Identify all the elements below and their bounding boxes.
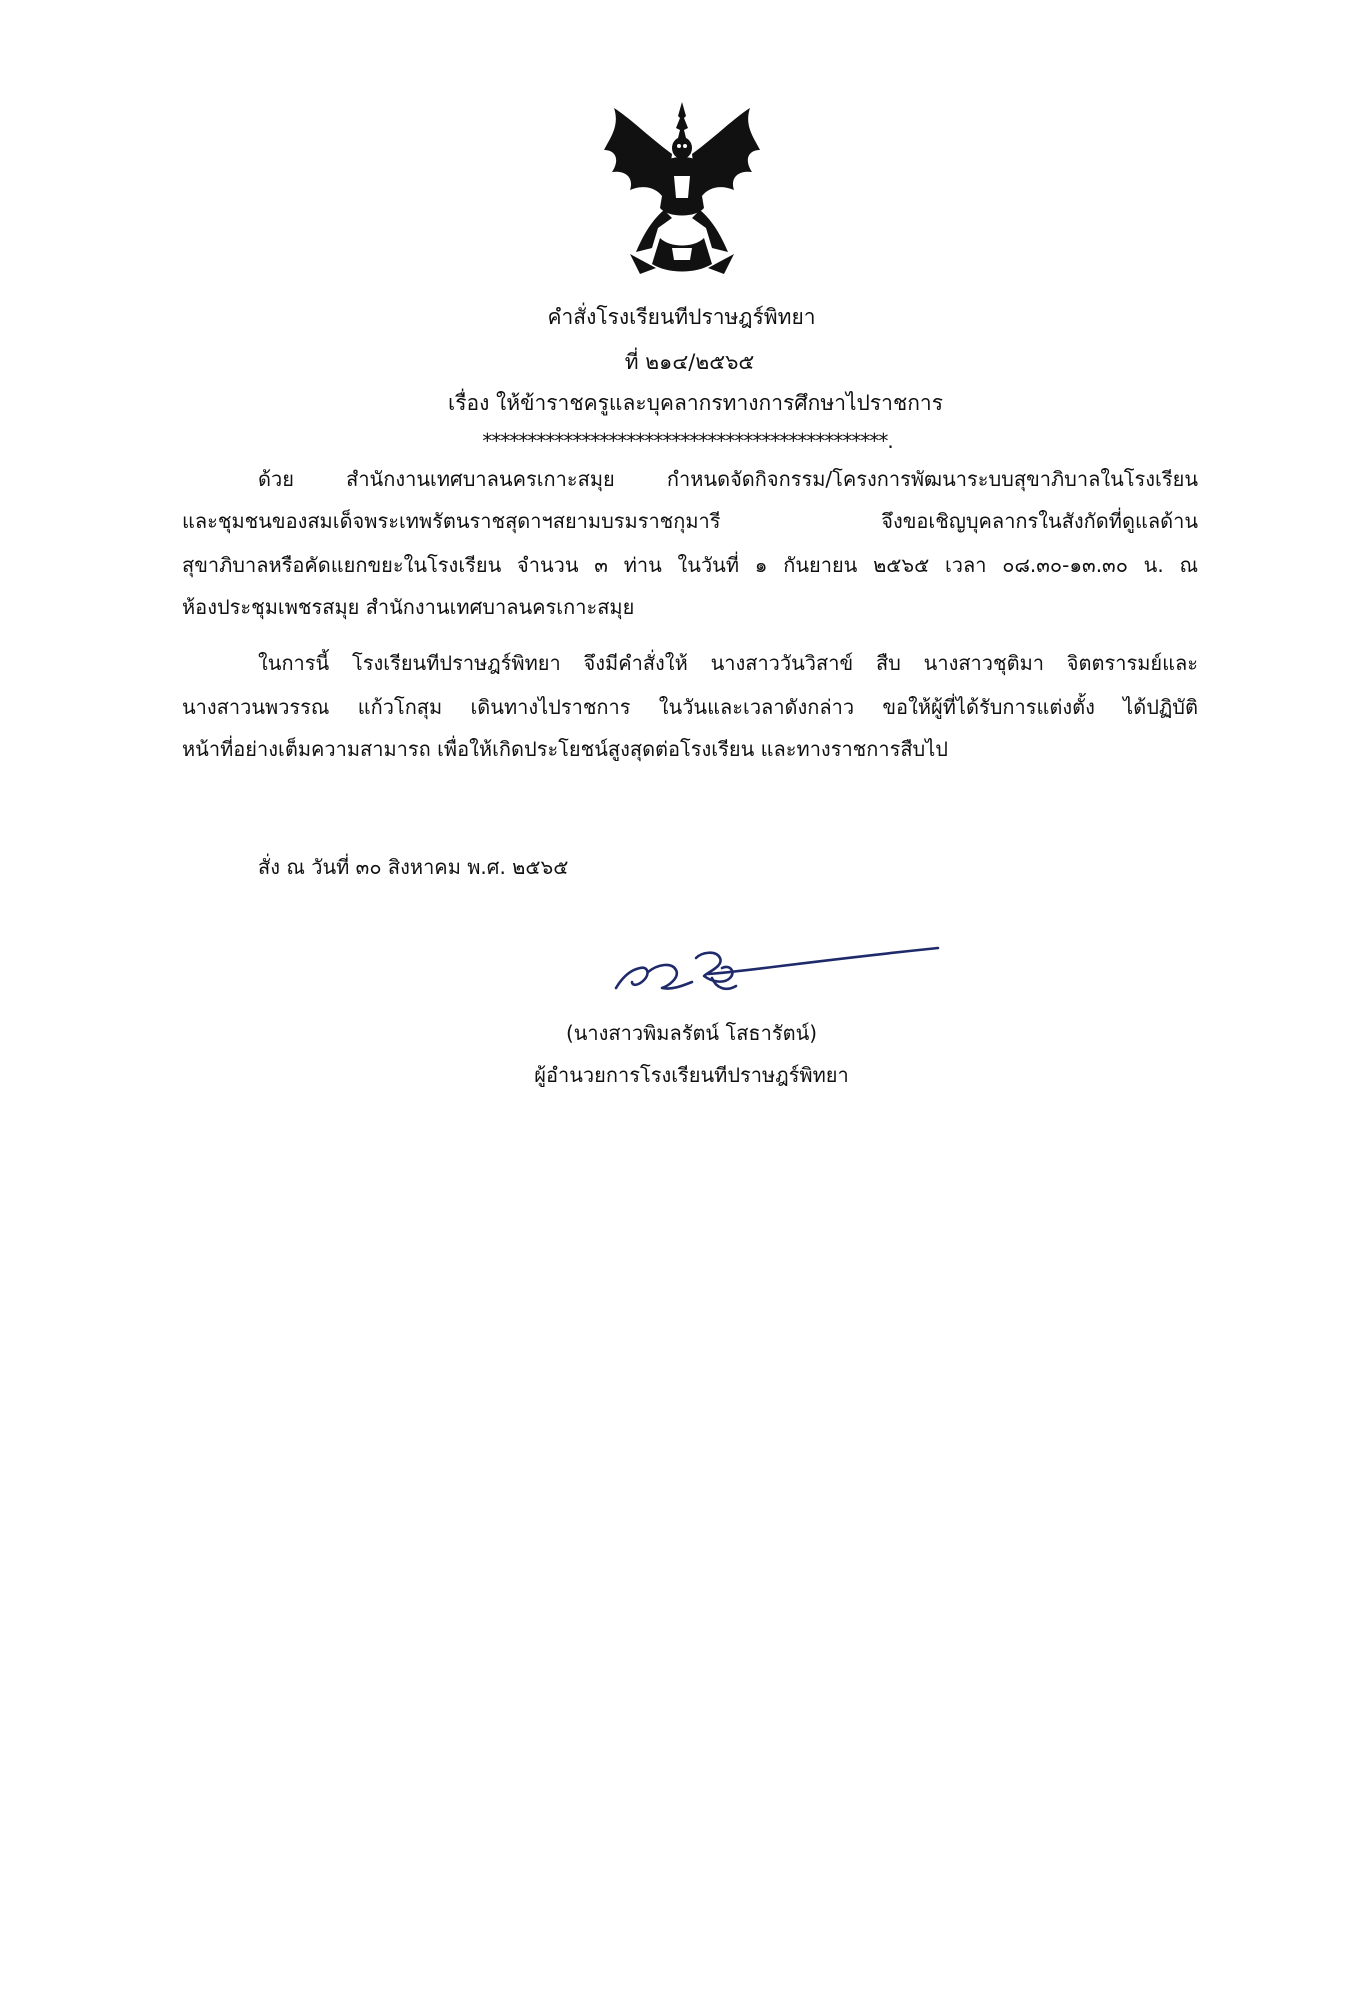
- paragraph2-line1: ในการนี้ โรงเรียนทีปราษฎร์พิทยา จึงมีคำสั่งให้ นางสาววันวิสาข์ สืบ นางสาวชุติมา จิตตรารมย์และ: [258, 651, 1198, 675]
- paragraph1-line3: สุขาภิบาลหรือคัดแยกขยะในโรงเรียน จำนวน ๓ ท่าน ในวันที่ ๑ กันยายน ๒๕๖๕ เวลา ๐๘.๓๐-๑๓.๓๐ น. ณ: [182, 553, 1198, 577]
- order-title: คำสั่งโรงเรียนทีปราษฎร์พิทยา: [547, 305, 816, 329]
- paragraph2-line3: หน้าที่อย่างเต็มความสามารถ เพื่อให้เกิดประโยชน์สูงสุดต่อโรงเรียน และทางราชการสืบไป: [182, 737, 948, 761]
- paragraph2-line2: นางสาวนพวรรณ แก้วโกสุม เดินทางไปราชการ ในวันและเวลาดังกล่าว ขอให้ผู้ที่ได้รับการแต่งตั้ง ได้ปฏิบัติ: [182, 695, 1198, 719]
- paragraph1-line2: และชุมชนของสมเด็จพระเทพรัตนราชสุดาฯสยามบรมราชกุมารี จึงขอเชิญบุคลากรในสังกัดที่ดูแลด้าน: [182, 509, 1198, 533]
- paragraph1-line4: ห้องประชุมเพชรสมุย สำนักงานเทศบาลนครเกาะสมุย: [182, 595, 635, 619]
- paragraph1-line1: ด้วย สำนักงานเทศบาลนครเกาะสมุย กำหนดจัดกิจกรรม/โครงการพัฒนาระบบสุขาภิบาลในโรงเรียน: [258, 467, 1198, 491]
- signer-position: ผู้อำนวยการโรงเรียนทีปราษฎร์พิทยา: [534, 1063, 849, 1087]
- order-number: ที่ ๒๑๔/๒๕๖๕: [624, 350, 755, 374]
- garuda-emblem-icon: [600, 98, 764, 276]
- separator-line: *********************************************.: [482, 429, 893, 453]
- order-date: สั่ง ณ วันที่ ๓๐ สิงหาคม พ.ศ. ๒๕๖๕: [258, 855, 569, 879]
- signer-name: (นางสาวพิมลรัตน์ โสธารัตน์): [565, 1021, 818, 1045]
- handwritten-signature: [612, 938, 942, 1008]
- order-subject: เรื่อง ให้ข้าราชครูและบุคลากรทางการศึกษาไปราชการ: [448, 391, 943, 415]
